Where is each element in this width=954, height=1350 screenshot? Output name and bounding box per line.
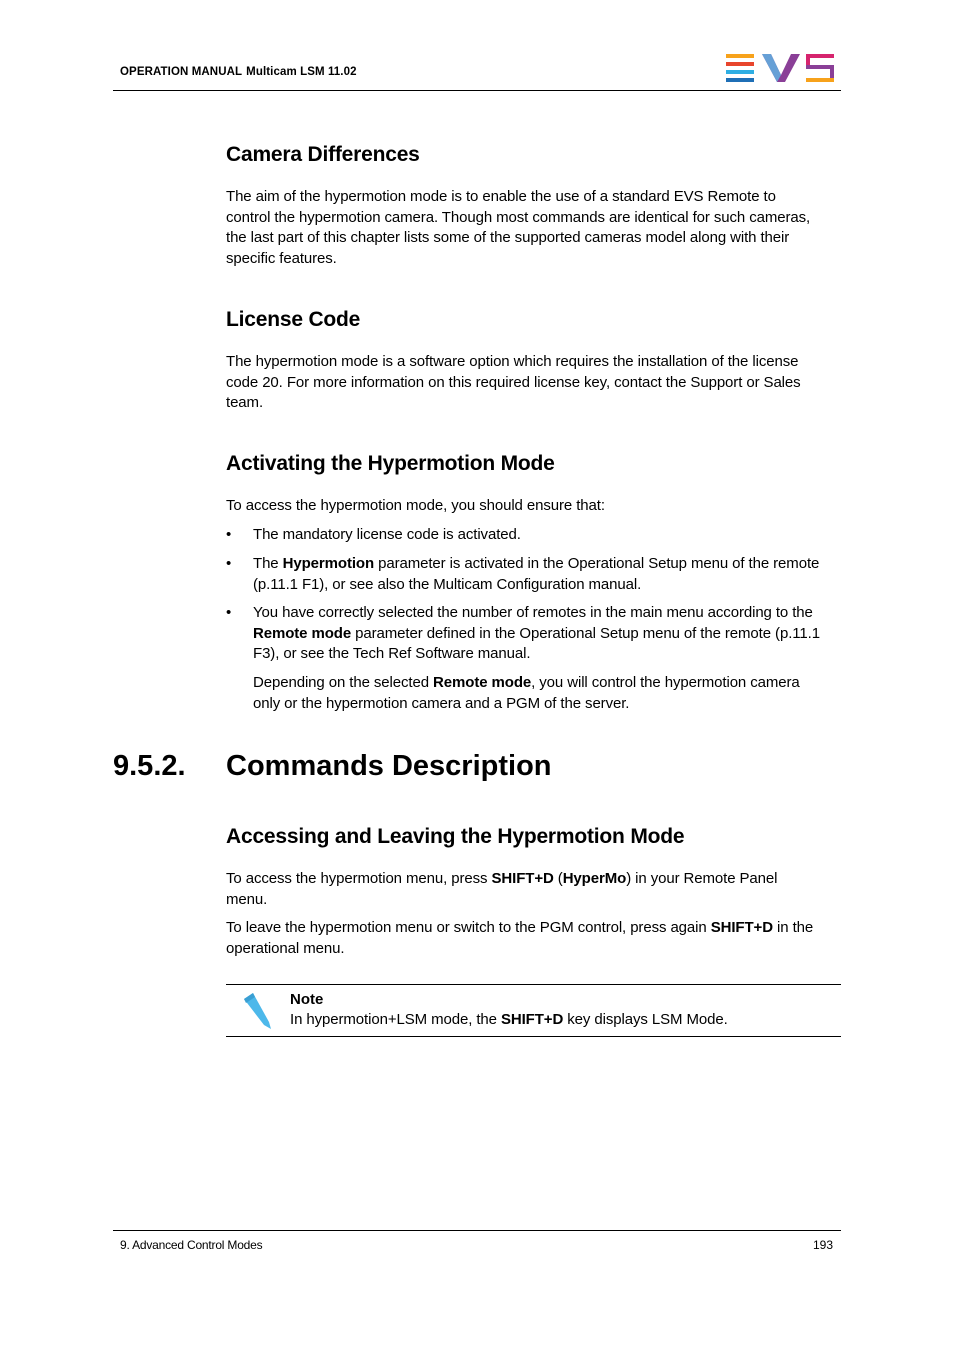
bullet-item-hypermotion-parameter: The Hypermotion parameter is activated in the Operational Setup menu of the remote (p.11.1 F1), or see also the Multicam Configuration manual.: [253, 555, 820, 593]
note-bottom-rule: [226, 1036, 841, 1037]
bullet-item-remotes: You have correctly selected the number of remotes in the main menu according to the Remote mode parameter defined in the Operational Setup menu of the remote (p.11.1 F3), or see the Tech Ref Software manual.: [253, 604, 820, 662]
bold-term: SHIFT+D: [491, 870, 554, 887]
text-line: specific features.: [226, 249, 337, 267]
text-line: The hypermotion mode is a software option which requires the installation of the license: [226, 353, 799, 370]
section-title: Commands Description: [226, 750, 552, 782]
text-line: the last part of this chapter lists some of the supported cameras model along with their: [226, 229, 790, 246]
bold-term: Hypermotion: [282, 555, 375, 572]
pencil-icon: [240, 990, 276, 1030]
section-number: 9.5.2.: [113, 750, 186, 782]
bold-term: Remote mode: [253, 624, 352, 642]
bullet-marker: •: [226, 526, 232, 543]
running-header: [120, 66, 357, 78]
note-top-rule: [226, 984, 841, 985]
note-text: In hypermotion+LSM mode, the SHIFT+D key displays LSM Mode.: [290, 1011, 728, 1028]
bold-term: SHIFT+D: [710, 919, 773, 936]
heading-activating-hypermotion: Activating the Hypermotion Mode: [226, 452, 555, 475]
bold-term: SHIFT+D: [500, 1011, 564, 1028]
evs-logo: [724, 53, 836, 83]
heading-camera-differences: Camera Differences: [226, 143, 420, 166]
leaving-paragraph: To leave the hypermotion menu or switch to the PGM control, press again SHIFT+D in the operational menu.: [226, 919, 814, 957]
license-code-paragraph: [226, 352, 846, 414]
bullet-marker: •: [226, 555, 232, 572]
footer-rule: [113, 1230, 841, 1231]
product-name: Multicam LSM 11.02: [246, 66, 357, 78]
bullet-marker: •: [226, 604, 232, 621]
footer-chapter: 9. Advanced Control Modes: [120, 1238, 263, 1252]
heading-license-code: License Code: [226, 308, 361, 331]
text-line: control the hypermotion camera. Though most commands are identical for such cameras,: [226, 208, 811, 226]
camera-differences-paragraph: [226, 187, 846, 269]
accessing-paragraph: To access the hypermotion menu, press SHIFT+D (HyperMo) in your Remote Panel menu.: [226, 870, 778, 908]
activating-intro: To access the hypermotion mode, you should ensure that:: [226, 497, 605, 514]
remote-mode-paragraph: Depending on the selected Remote mode, you will control the hypermotion camera only or the hypermotion camera and a PGM of the server.: [253, 674, 800, 712]
text-line: team.: [226, 394, 264, 411]
header-rule: [113, 90, 841, 91]
bold-term: HyperMo: [562, 870, 627, 887]
bold-term: Remote mode: [433, 674, 532, 691]
note-title: Note: [290, 991, 324, 1008]
heading-accessing-leaving: Accessing and Leaving the Hypermotion Mode: [226, 825, 685, 848]
text-line: The aim of the hypermotion mode is to enable the use of a standard EVS Remote to: [226, 188, 776, 205]
manual-title: OPERATION MANUAL: [120, 66, 243, 78]
text-line: code 20. For more information on this required license key, contact the Support or Sales: [226, 373, 801, 391]
page-number: 193: [813, 1238, 834, 1252]
bullet-item-license: The mandatory license code is activated.: [253, 526, 521, 543]
